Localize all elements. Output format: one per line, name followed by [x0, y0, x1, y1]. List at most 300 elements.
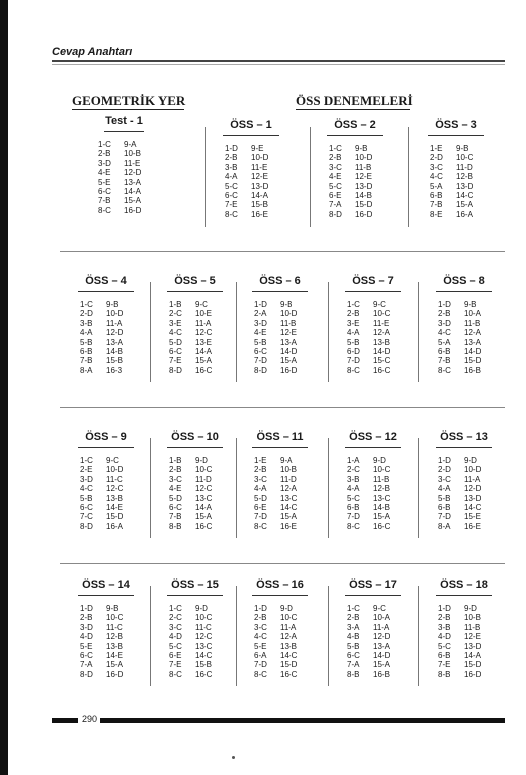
answer-cell: 8-D [254, 365, 267, 375]
answer-cell: 7-B [98, 196, 111, 206]
block-underline [428, 135, 484, 136]
block-title: ÖSS – 16 [256, 579, 304, 591]
answer-cell: 4-D [80, 632, 93, 642]
answer-cell: 9-C [373, 604, 386, 613]
answer-cell: 13-D [355, 181, 373, 191]
answer-cell: 1-C [329, 144, 342, 153]
answer-row [333, 319, 413, 328]
answer-cell: 7-A [347, 660, 360, 670]
answer-row [211, 200, 291, 209]
answer-cell: 12-B [456, 172, 473, 182]
row-divider [60, 251, 505, 252]
answer-cell: 10-D [464, 465, 482, 475]
answer-cell: 14-A [195, 503, 212, 513]
column-divider [418, 282, 419, 382]
stray-dot [232, 756, 235, 759]
answer-cell: 9-D [464, 456, 477, 465]
column-divider [150, 282, 151, 382]
block-title: ÖSS – 5 [174, 275, 216, 287]
answer-row [84, 206, 164, 215]
answer-cell: 14-A [464, 651, 481, 661]
answer-row [155, 309, 235, 318]
answer-row [424, 503, 504, 512]
answer-row [333, 347, 413, 356]
answer-row [240, 503, 320, 512]
answer-cell: 1-B [169, 456, 182, 465]
answer-cell: 16-D [355, 209, 373, 219]
answer-row [416, 144, 496, 153]
answer-cell: 6-B [438, 503, 451, 513]
answer-block-oss-7 [333, 277, 413, 375]
answer-cell: 2-C [169, 613, 182, 623]
block-title: ÖSS – 2 [334, 119, 376, 131]
answer-cell: 4-A [80, 328, 93, 338]
answer-cell: 13-D [251, 181, 269, 191]
answer-block-oss-16 [240, 581, 320, 679]
answer-cell: 8-C [225, 209, 238, 219]
answer-cell: 12-C [195, 484, 213, 494]
answer-row [315, 200, 395, 209]
answer-cell: 10-D [280, 309, 298, 319]
answer-cell: 7-D [347, 512, 360, 522]
answer-cell: 6-B [430, 191, 443, 201]
answer-row [240, 300, 320, 309]
answer-cell: 11-C [106, 622, 123, 632]
answer-row [240, 494, 320, 503]
answer-cell: 13-B [373, 337, 390, 347]
answer-cell: 6-E [169, 651, 182, 661]
block-title: ÖSS – 13 [440, 431, 488, 443]
answer-cell: 13-D [464, 493, 482, 503]
answer-cell: 15-B [251, 200, 268, 210]
answer-cell: 6-B [347, 503, 360, 513]
answer-cell: 3-A [347, 622, 360, 632]
answer-cell: 16-D [464, 669, 482, 679]
answer-row [416, 172, 496, 181]
answer-block-oss-13 [424, 433, 504, 531]
answer-cell: 1-C [347, 300, 360, 309]
answer-cell: 16-D [280, 365, 298, 375]
answer-cell: 1-D [80, 604, 93, 613]
answer-cell: 2-B [438, 309, 451, 319]
answer-row [240, 484, 320, 493]
answer-cell: 16-E [251, 209, 268, 219]
answer-cell: 12-A [464, 328, 481, 338]
block-title: ÖSS – 14 [82, 579, 130, 591]
answer-cell: 13-E [195, 337, 212, 347]
answer-cell: 10-C [106, 613, 124, 623]
answer-cell: 2-B [347, 309, 360, 319]
answer-cell: 4-C [80, 484, 93, 494]
section-underline [296, 109, 410, 110]
answer-cell: 5-B [80, 337, 93, 347]
block-underline [436, 595, 492, 596]
answer-row [424, 651, 504, 660]
answer-cell: 5-E [98, 177, 111, 187]
section-title-geometrik: GEOMETRİK YER [72, 93, 186, 108]
answer-cell: 12-A [373, 328, 390, 338]
answer-cell: 3-C [169, 622, 182, 632]
answer-row [240, 604, 320, 613]
answer-row [155, 356, 235, 365]
answer-cell: 6-E [329, 191, 342, 201]
answer-row [66, 604, 146, 613]
answer-cell: 5-E [80, 641, 93, 651]
answer-cell: 11-B [373, 474, 390, 484]
answer-cell: 13-B [106, 641, 123, 651]
answer-cell: 12-E [355, 172, 372, 182]
answer-block-oss-1 [211, 121, 291, 219]
answer-block-oss-11 [240, 433, 320, 531]
answer-cell: 1-D [438, 300, 451, 309]
answer-cell: 8-B [169, 521, 182, 531]
answer-row [424, 319, 504, 328]
block-underline [78, 447, 134, 448]
column-divider [418, 438, 419, 538]
answer-row [240, 328, 320, 337]
block-title: ÖSS – 9 [85, 431, 127, 443]
answer-cell: 13-B [106, 493, 123, 503]
answer-cell: 11-A [195, 318, 212, 328]
answer-cell: 15-E [464, 512, 481, 522]
block-title: ÖSS – 15 [171, 579, 219, 591]
answer-cell: 4-E [329, 172, 342, 182]
answer-row [424, 356, 504, 365]
answer-cell: 12-E [280, 328, 297, 338]
answer-cell: 7-A [80, 660, 93, 670]
answer-cell: 1-D [438, 456, 451, 465]
answer-cell: 3-C [169, 474, 182, 484]
answer-cell: 5-C [347, 493, 360, 503]
block-title: ÖSS – 12 [349, 431, 397, 443]
answer-cell: 3-E [169, 318, 182, 328]
answer-cell: 13-B [280, 641, 297, 651]
answer-row [66, 338, 146, 347]
answer-block-oss-17 [333, 581, 413, 679]
answer-cell: 7-B [438, 356, 451, 366]
answer-cell: 1-C [169, 604, 182, 613]
answer-cell: 9-A [124, 140, 137, 149]
answer-cell: 8-A [80, 365, 93, 375]
answer-cell: 12-B [106, 632, 123, 642]
answer-row [155, 319, 235, 328]
answer-row [416, 163, 496, 172]
answer-cell: 10-C [456, 153, 474, 163]
answer-cell: 8-C [169, 669, 182, 679]
answer-cell: 11-B [280, 318, 297, 328]
answer-cell: 3-D [254, 318, 267, 328]
answer-row [333, 328, 413, 337]
answer-row [424, 613, 504, 622]
answer-row [333, 632, 413, 641]
answer-cell: 9-D [373, 456, 386, 465]
answer-cell: 4-B [347, 632, 360, 642]
answer-cell: 9-B [106, 300, 119, 309]
answer-row [333, 623, 413, 632]
block-underline [252, 595, 308, 596]
answer-cell: 16-C [195, 365, 213, 375]
block-underline [252, 291, 308, 292]
answer-row [66, 503, 146, 512]
answer-cell: 2-D [80, 309, 93, 319]
answer-cell: 9-B [106, 604, 119, 613]
section-title-oss: ÖSS DENEMELERİ [296, 93, 413, 108]
answer-row [240, 660, 320, 669]
answer-cell: 7-E [169, 660, 182, 670]
answer-row [315, 144, 395, 153]
answer-row [333, 456, 413, 465]
column-divider [150, 586, 151, 686]
answer-row [240, 338, 320, 347]
answer-cell: 16-A [456, 209, 473, 219]
answer-block-oss-14 [66, 581, 146, 679]
answer-cell: 11-D [195, 474, 212, 484]
answer-cell: 10-A [373, 613, 390, 623]
answer-row [155, 613, 235, 622]
answer-row [240, 512, 320, 521]
answer-cell: 3-C [438, 474, 451, 484]
left-edge-bar [0, 0, 8, 775]
answer-cell: 12-D [373, 632, 391, 642]
answer-cell: 10-A [464, 309, 481, 319]
answer-cell: 10-C [195, 613, 213, 623]
answer-cell: 12-D [124, 168, 142, 178]
answer-cell: 10-B [464, 613, 481, 623]
answer-cell: 3-D [98, 158, 111, 168]
answer-cell: 7-B [80, 356, 93, 366]
answer-cell: 14-B [106, 347, 123, 357]
answer-row [66, 484, 146, 493]
answer-row [84, 159, 164, 168]
answer-cell: 15-D [280, 660, 298, 670]
answer-cell: 12-A [280, 484, 297, 494]
answer-cell: 15-A [456, 200, 473, 210]
answer-cell: 2-B [438, 613, 451, 623]
answer-row [333, 660, 413, 669]
answer-cell: 10-C [195, 465, 213, 475]
block-underline [78, 595, 134, 596]
answer-row [211, 210, 291, 219]
column-divider [328, 282, 329, 382]
answer-block-oss-9 [66, 433, 146, 531]
answer-cell: 13-A [464, 337, 481, 347]
answer-cell: 4-A [347, 328, 360, 338]
answer-row [211, 163, 291, 172]
answer-cell: 7-E [438, 660, 451, 670]
answer-cell: 4-C [254, 632, 267, 642]
row-divider [60, 563, 505, 564]
answer-cell: 15-A [373, 660, 390, 670]
answer-row [333, 338, 413, 347]
answer-cell: 13-C [195, 493, 213, 503]
answer-row [315, 191, 395, 200]
answer-cell: 8-C [347, 521, 360, 531]
column-divider [328, 586, 329, 686]
answer-cell: 1-D [225, 144, 238, 153]
answer-cell: 14-C [464, 503, 482, 513]
answer-cell: 8-D [169, 365, 182, 375]
answer-cell: 9-E [251, 144, 264, 153]
answer-cell: 13-A [124, 177, 141, 187]
answer-cell: 4-C [438, 328, 451, 338]
answer-row [424, 300, 504, 309]
answer-cell: 3-C [329, 162, 342, 172]
answer-row [333, 512, 413, 521]
header-rule-thin [52, 64, 505, 65]
answer-cell: 9-C [195, 300, 208, 309]
answer-cell: 7-D [347, 356, 360, 366]
answer-cell: 11-D [280, 474, 297, 484]
answer-block-oss-5 [155, 277, 235, 375]
answer-row [333, 613, 413, 622]
answer-cell: 15-D [355, 200, 373, 210]
answer-cell: 7-D [254, 356, 267, 366]
answer-cell: 9-B [355, 144, 368, 153]
answer-cell: 10-D [251, 153, 269, 163]
section-underline [72, 109, 184, 110]
answer-cell: 8-D [80, 669, 93, 679]
answer-cell: 14-B [355, 191, 372, 201]
answer-cell: 12-E [464, 632, 481, 642]
answer-row [240, 309, 320, 318]
answer-row [424, 484, 504, 493]
answer-cell: 6-B [438, 347, 451, 357]
column-divider [310, 127, 311, 227]
answer-cell: 3-D [80, 622, 93, 632]
answer-cell: 15-D [464, 356, 482, 366]
answer-cell: 10-B [124, 149, 141, 159]
answer-cell: 4-A [254, 484, 267, 494]
answer-row [155, 366, 235, 375]
answer-cell: 12-E [251, 172, 268, 182]
answer-cell: 3-C [254, 622, 267, 632]
answer-row [155, 347, 235, 356]
answer-row [333, 651, 413, 660]
footer-bar-right [100, 718, 505, 723]
answer-cell: 14-A [124, 187, 141, 197]
answer-cell: 15-A [195, 512, 212, 522]
answer-row [155, 651, 235, 660]
answer-cell: 5-B [80, 493, 93, 503]
answer-row [66, 632, 146, 641]
answer-cell: 14-C [456, 191, 474, 201]
column-divider [418, 586, 419, 686]
answer-cell: 9-A [280, 456, 293, 465]
answer-row [155, 338, 235, 347]
answer-cell: 3-C [430, 162, 443, 172]
answer-cell: 5-D [169, 337, 182, 347]
answer-cell: 16-B [373, 669, 390, 679]
answer-cell: 13-D [464, 641, 482, 651]
answer-cell: 6-B [438, 651, 451, 661]
answer-row [333, 300, 413, 309]
answer-cell: 5-D [169, 493, 182, 503]
answer-cell: 6-C [254, 347, 267, 357]
answer-cell: 9-D [195, 456, 208, 465]
answer-row [155, 465, 235, 474]
answer-row [155, 632, 235, 641]
answer-cell: 9-B [456, 144, 469, 153]
answer-cell: 7-D [254, 660, 267, 670]
answer-cell: 5-D [254, 493, 267, 503]
answer-row [84, 187, 164, 196]
answer-cell: 16-D [124, 205, 142, 215]
answer-cell: 9-B [464, 300, 477, 309]
answer-row [155, 623, 235, 632]
answer-cell: 7-B [169, 512, 182, 522]
answer-cell: 5-B [438, 493, 451, 503]
block-underline [78, 291, 134, 292]
answer-cell: 11-A [106, 318, 123, 328]
answer-cell: 5-E [254, 641, 267, 651]
answer-cell: 15-D [464, 660, 482, 670]
answer-cell: 11-E [373, 318, 390, 328]
answer-cell: 14-D [464, 347, 482, 357]
answer-cell: 3-E [347, 318, 360, 328]
block-underline [345, 291, 401, 292]
answer-cell: 2-C [347, 465, 360, 475]
answer-row [66, 475, 146, 484]
answer-row [66, 670, 146, 679]
answer-cell: 10-D [355, 153, 373, 163]
answer-cell: 15-A [280, 356, 297, 366]
answer-cell: 2-B [254, 613, 267, 623]
answer-row [424, 328, 504, 337]
answer-cell: 1-E [254, 456, 267, 465]
answer-row [211, 153, 291, 162]
answer-cell: 5-B [347, 641, 360, 651]
answer-row [211, 144, 291, 153]
answer-cell: 8-E [430, 209, 443, 219]
answer-cell: 1-C [98, 140, 111, 149]
answer-cell: 14-C [280, 651, 298, 661]
answer-row [424, 338, 504, 347]
answer-cell: 14-A [251, 191, 268, 201]
answer-row [424, 366, 504, 375]
answer-cell: 6-A [254, 651, 267, 661]
page-number: 290 [82, 714, 98, 724]
answer-cell: 12-D [106, 328, 124, 338]
answer-cell: 15-A [195, 356, 212, 366]
answer-row [66, 613, 146, 622]
block-title: ÖSS – 1 [230, 119, 272, 131]
answer-cell: 9-D [464, 604, 477, 613]
answer-row [66, 309, 146, 318]
answer-row [211, 172, 291, 181]
answer-cell: 10-B [280, 465, 297, 475]
answer-cell: 11-A [280, 622, 297, 632]
block-title: ÖSS – 8 [443, 275, 485, 287]
answer-cell: 3-B [347, 474, 360, 484]
answer-row [155, 660, 235, 669]
answer-row [66, 623, 146, 632]
answer-cell: 1-D [254, 604, 267, 613]
answer-cell: 5-C [169, 641, 182, 651]
answer-cell: 14-D [373, 347, 391, 357]
column-divider [408, 127, 409, 227]
answer-row [66, 356, 146, 365]
block-title: ÖSS – 18 [440, 579, 488, 591]
answer-cell: 14-B [373, 503, 390, 513]
answer-block-oss-3 [416, 121, 496, 219]
answer-row [240, 623, 320, 632]
answer-cell: 2-B [169, 465, 182, 475]
answer-row [240, 347, 320, 356]
answer-block-oss-2 [315, 121, 395, 219]
answer-cell: 6-C [225, 191, 238, 201]
answer-row [424, 604, 504, 613]
answer-row [66, 465, 146, 474]
